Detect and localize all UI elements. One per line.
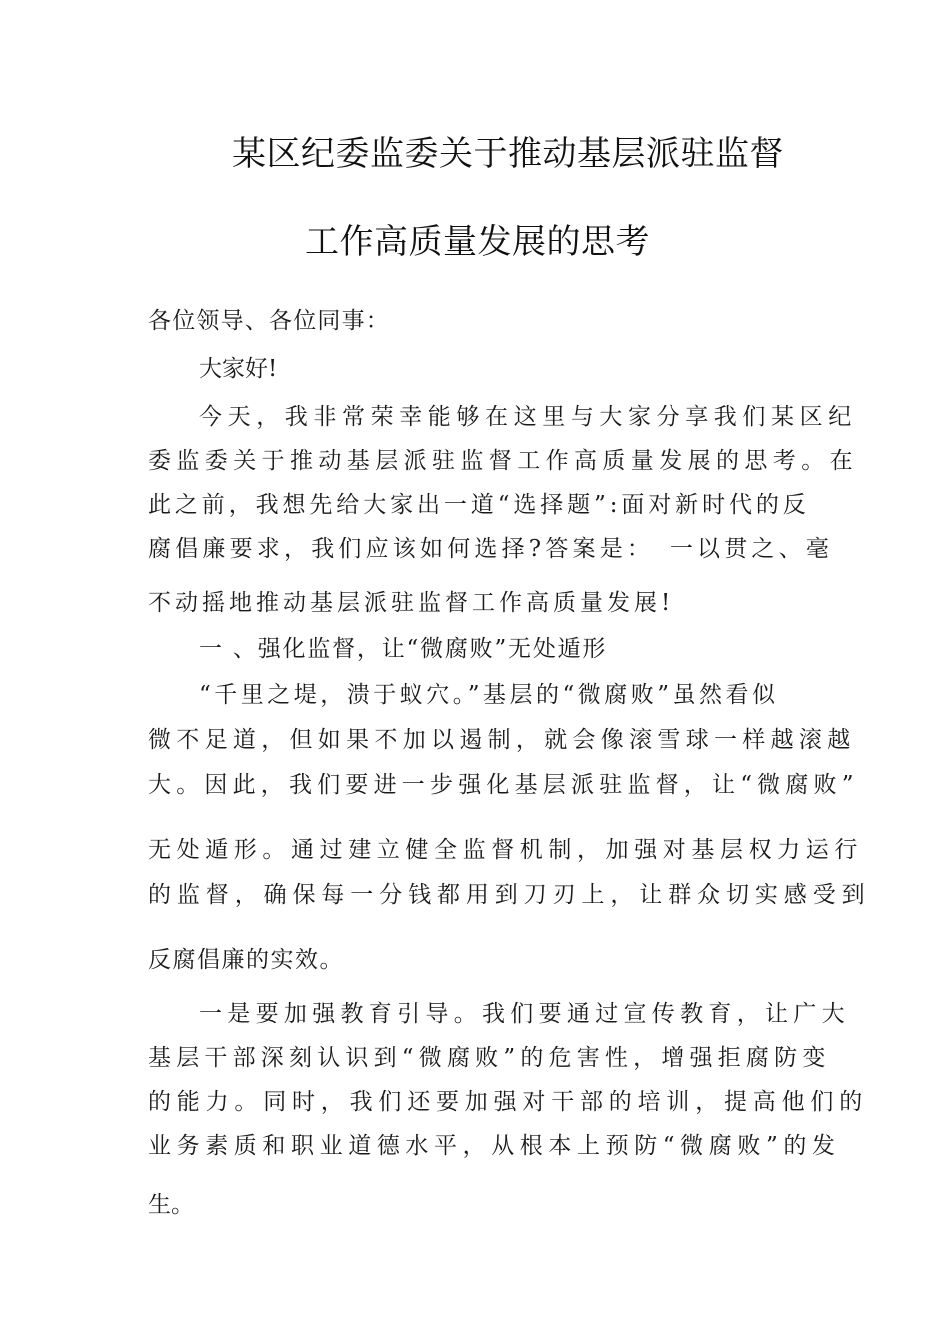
paragraph-line: 生。 [148, 1192, 194, 1218]
paragraph-line: 委监委关于推动基层派驻监督工作高质量发展的思考。在 [148, 448, 858, 474]
salutation: 各位领导、各位同事： [148, 308, 390, 334]
paragraph-line: 的监督，确保每一分钱都用到刀刃上，让群众切实感受到 [148, 882, 871, 908]
document-title-line-2: 工作高质量发展的思考 [305, 222, 650, 262]
paragraph-line: 微不足道，但如果不加以遏制，就会像滚雪球一样越滚越 [148, 727, 856, 753]
paragraph-line: 反腐倡廉的实效。 [148, 947, 344, 973]
paragraph-line: 的能力。同时，我们还要加强对干部的培训，提高他们的 [148, 1089, 868, 1115]
paragraph-line: 不动摇地推动基层派驻监督工作高质量发展! [148, 590, 675, 616]
paragraph-line: 一是要加强教育引导。我们要通过宣传教育，让广大 [199, 1001, 850, 1027]
paragraph-line: 业务素质和职业道德水平，从根本上预防“微腐败”的发 [148, 1133, 841, 1159]
paragraph-line: 基层干部深刻认识到“微腐败”的危害性，增强拒腐防变 [148, 1045, 831, 1071]
document-title-line-1: 某区纪委监委关于推动基层派驻监督 [232, 134, 784, 174]
paragraph-line: 腐倡廉要求，我们应该如何选择?答案是： 一以贯之、毫 [148, 536, 834, 562]
paragraph-line: 大。因此，我们要进一步强化基层派驻监督，让“微腐败” [148, 772, 859, 798]
paragraph-line: 此之前，我想先给大家出一道“选择题”:面对新时代的反 [148, 492, 810, 518]
section-heading: 一 、强化监督，让“微腐败”无处遁形 [199, 636, 608, 662]
greeting: 大家好! [199, 356, 278, 382]
paragraph-line: 今天，我非常荣幸能够在这里与大家分享我们某区纪 [199, 404, 857, 430]
paragraph-line: 无处遁形。通过建立健全监督机制，加强对基层权力运行 [148, 837, 863, 863]
paragraph-line: “千里之堤，溃于蚁穴。”基层的“微腐败”虽然看似 [199, 682, 779, 708]
